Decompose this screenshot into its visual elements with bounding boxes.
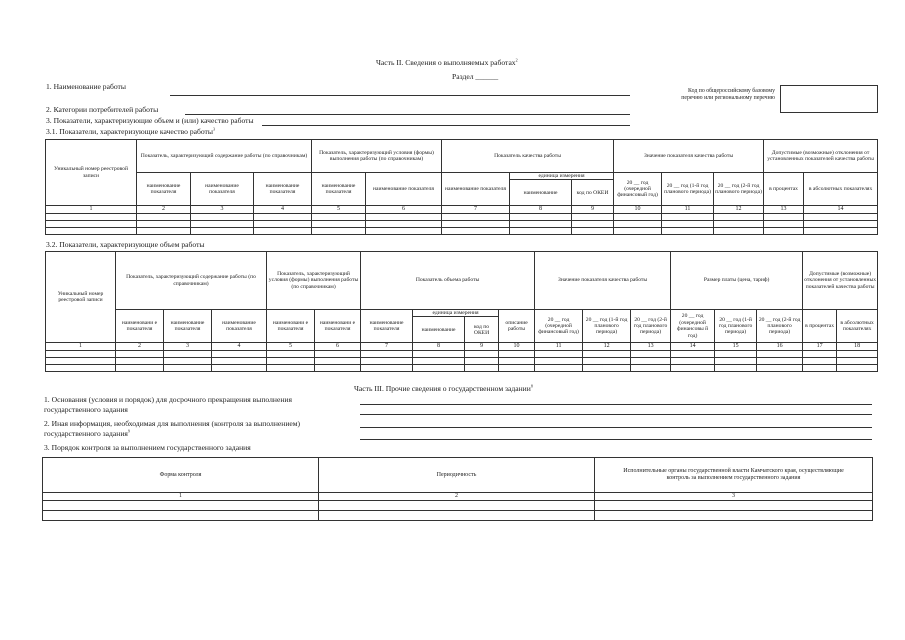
col-number: 5 xyxy=(312,206,366,214)
col-number: 8 xyxy=(510,206,572,214)
col-number: 17 xyxy=(803,343,837,351)
unique-number-header: Уникальный номер реестровой записи xyxy=(46,140,137,206)
fee-1-header: 20 __ год (1-й год планового периода) xyxy=(715,310,757,343)
value-group-header: Значение показателя качества работы xyxy=(614,140,764,173)
okei-header: код по ОКЕИ xyxy=(465,317,499,343)
fee-current-header: 20 __ год (очередной финансовы й год) xyxy=(671,310,715,343)
consumer-category-label: 2. Категории потребителей работы xyxy=(46,105,159,114)
col-number: 11 xyxy=(535,343,583,351)
work-name-label: 1. Наименование работы xyxy=(46,82,126,91)
col-number: 11 xyxy=(662,206,714,214)
col-number: 16 xyxy=(757,343,803,351)
col-number: 1 xyxy=(46,343,116,351)
col-number: 3 xyxy=(595,493,873,501)
content-indicator-name-3: наименование показателя xyxy=(254,173,312,206)
deviation-group-header: Допустимые (возможные) отклонения от установленных показателей качества работы xyxy=(764,140,878,173)
conditions-group-header: Показатель, характеризующий условия (формы) выполнения работы (по справочникам) xyxy=(312,140,442,173)
col-number: 2 xyxy=(319,493,595,501)
table-row[interactable] xyxy=(46,358,878,365)
indicators-label: 3. Показатели, характеризующие объем и (или) качество работы xyxy=(46,116,254,125)
unit-group-header: единица измерения xyxy=(413,310,499,317)
col-number: 12 xyxy=(583,343,631,351)
content-group-header: Показатель, характеризующий содержание работы (по справочникам) xyxy=(137,140,312,173)
table-row[interactable] xyxy=(46,365,878,372)
content-indicator-name-2: наименование показателя xyxy=(191,173,254,206)
col-number: 18 xyxy=(837,343,878,351)
in-percent-header: в процентах xyxy=(764,173,804,206)
conditions-indicator-name-1: наименование показателя xyxy=(312,173,366,206)
unique-number-header: Уникальный номер реестровой записи xyxy=(46,252,116,343)
year-1-header: 20 __ год (1-й год планового периода) xyxy=(583,310,631,343)
table-row[interactable] xyxy=(43,501,873,511)
control-bodies-header: Исполнительные органы государственной власти Камчатского края, осуществляющие контроль за выполнением государственного задания xyxy=(595,458,873,493)
year-2-header: 20 __ год (2-й год планового периода) xyxy=(631,310,671,343)
deviation-group-header: Допустимые (возможные) отклонения от установленных показателей качества работы xyxy=(803,252,878,310)
col-number: 9 xyxy=(572,206,614,214)
col-number: 2 xyxy=(116,343,164,351)
okei-header: код по ОКЕИ xyxy=(572,180,614,206)
col-number: 4 xyxy=(212,343,267,351)
table-row[interactable] xyxy=(43,511,873,521)
value-group-header: Значение показателя качества работы xyxy=(535,252,671,310)
col-number: 8 xyxy=(413,343,465,351)
other-info-line-1 xyxy=(360,427,872,428)
control-table xyxy=(42,457,873,521)
col-number: 6 xyxy=(315,343,361,351)
unit-group-header: единица измерения xyxy=(510,173,614,180)
indicators-line xyxy=(262,125,630,126)
table-row[interactable] xyxy=(46,351,878,358)
control-procedure-label: 3. Порядок контроля за выполнением государственного задания xyxy=(44,443,251,452)
content-indicator-name-1: наименовани е показателя xyxy=(116,310,164,343)
col-number: 3 xyxy=(164,343,212,351)
part3-title: Часть III. Прочие сведения о государственном задании$^8$ xyxy=(354,383,533,393)
termination-grounds-label: 1. Основания (условия и порядок) для досрочного прекращения выполнения государственного задания xyxy=(44,395,292,415)
conditions-indicator-name-2: наименовани е показателя xyxy=(315,310,361,343)
conditions-indicator-name-1: наименовани е показателя xyxy=(267,310,315,343)
termination-grounds-line-1 xyxy=(360,404,872,405)
volume-indicators-label: 3.2. Показатели, характеризующие объем работы xyxy=(46,240,205,249)
work-name-line xyxy=(170,95,630,96)
content-indicator-name-3: наименование показателя xyxy=(212,310,267,343)
col-number: 1 xyxy=(46,206,137,214)
description-header: описание работы xyxy=(499,310,535,343)
control-form-header: Форма контроля xyxy=(43,458,319,493)
part2-title: Часть II. Сведения о выполняемых работах$^2$ xyxy=(376,57,518,67)
unit-name-header: наименование xyxy=(413,317,465,343)
col-number: 10 xyxy=(614,206,662,214)
fee-group-header: Размер платы (цена, тариф) xyxy=(671,252,803,310)
col-number: 10 xyxy=(499,343,535,351)
col-number: 13 xyxy=(631,343,671,351)
consumer-category-line xyxy=(185,114,630,115)
col-number: 5 xyxy=(267,343,315,351)
year-2-header: 20 __ год (2-й год планового периода) xyxy=(714,173,764,206)
content-indicator-name-1: наименование показателя xyxy=(137,173,191,206)
col-number: 12 xyxy=(714,206,764,214)
table-row[interactable] xyxy=(46,214,878,221)
table-row[interactable] xyxy=(46,221,878,228)
other-info-line-2 xyxy=(360,439,872,440)
content-indicator-name-2: наименование показателя xyxy=(164,310,212,343)
quality-indicator-name: наименование показателя xyxy=(442,173,510,206)
col-number: 13 xyxy=(764,206,804,214)
col-number: 7 xyxy=(442,206,510,214)
conditions-indicator-name-2: наименование показателя xyxy=(366,173,442,206)
volume-group-header: Показатель объема работы xyxy=(361,252,535,310)
conditions-group-header: Показатель, характеризующий условия (формы) выполнения работы (по справочникам) xyxy=(267,252,361,310)
col-number: 14 xyxy=(671,343,715,351)
volume-indicator-name: наименование показателя xyxy=(361,310,413,343)
col-number: 1 xyxy=(43,493,319,501)
col-number: 3 xyxy=(191,206,254,214)
in-absolute-header: в абсолютных показателях xyxy=(804,173,878,206)
other-info-label: 2. Иная информация, необходимая для выполнения (контроля за выполнением) государственного задания$^9$ xyxy=(44,419,301,439)
in-absolute-header: в абсолютных показателях xyxy=(837,310,878,343)
year-current-header: 20 __ год (очередной финансовый год) xyxy=(535,310,583,343)
code-box[interactable] xyxy=(780,85,878,113)
volume-table xyxy=(45,251,878,372)
col-number: 6 xyxy=(366,206,442,214)
code-label: Код по общероссийскому базовому перечню или региональному перечню xyxy=(681,88,775,101)
section-label: Раздел ______ xyxy=(452,72,499,81)
col-number: 15 xyxy=(715,343,757,351)
unit-name-header: наименование xyxy=(510,180,572,206)
content-group-header: Показатель, характеризующий содержание работы (по справочникам) xyxy=(116,252,267,310)
termination-grounds-line-2 xyxy=(360,414,872,415)
quality-table xyxy=(45,139,878,235)
col-number: 2 xyxy=(137,206,191,214)
year-current-header: 20 __ год (очередной финансовый год) xyxy=(614,173,662,206)
col-number: 4 xyxy=(254,206,312,214)
col-number: 9 xyxy=(465,343,499,351)
in-percent-header: в процентах xyxy=(803,310,837,343)
quality-indicators-label: 3.1. Показатели, характеризующие качество работы$^3$ xyxy=(46,126,215,136)
fee-2-header: 20 __ год (2-й год планового периода) xyxy=(757,310,803,343)
col-number: 7 xyxy=(361,343,413,351)
table-row[interactable] xyxy=(46,228,878,235)
year-1-header: 20 __ год (1-й год планового периода) xyxy=(662,173,714,206)
periodicity-header: Периодичность xyxy=(319,458,595,493)
col-number: 14 xyxy=(804,206,878,214)
quality-group-header: Показатель качества работы xyxy=(442,140,614,173)
